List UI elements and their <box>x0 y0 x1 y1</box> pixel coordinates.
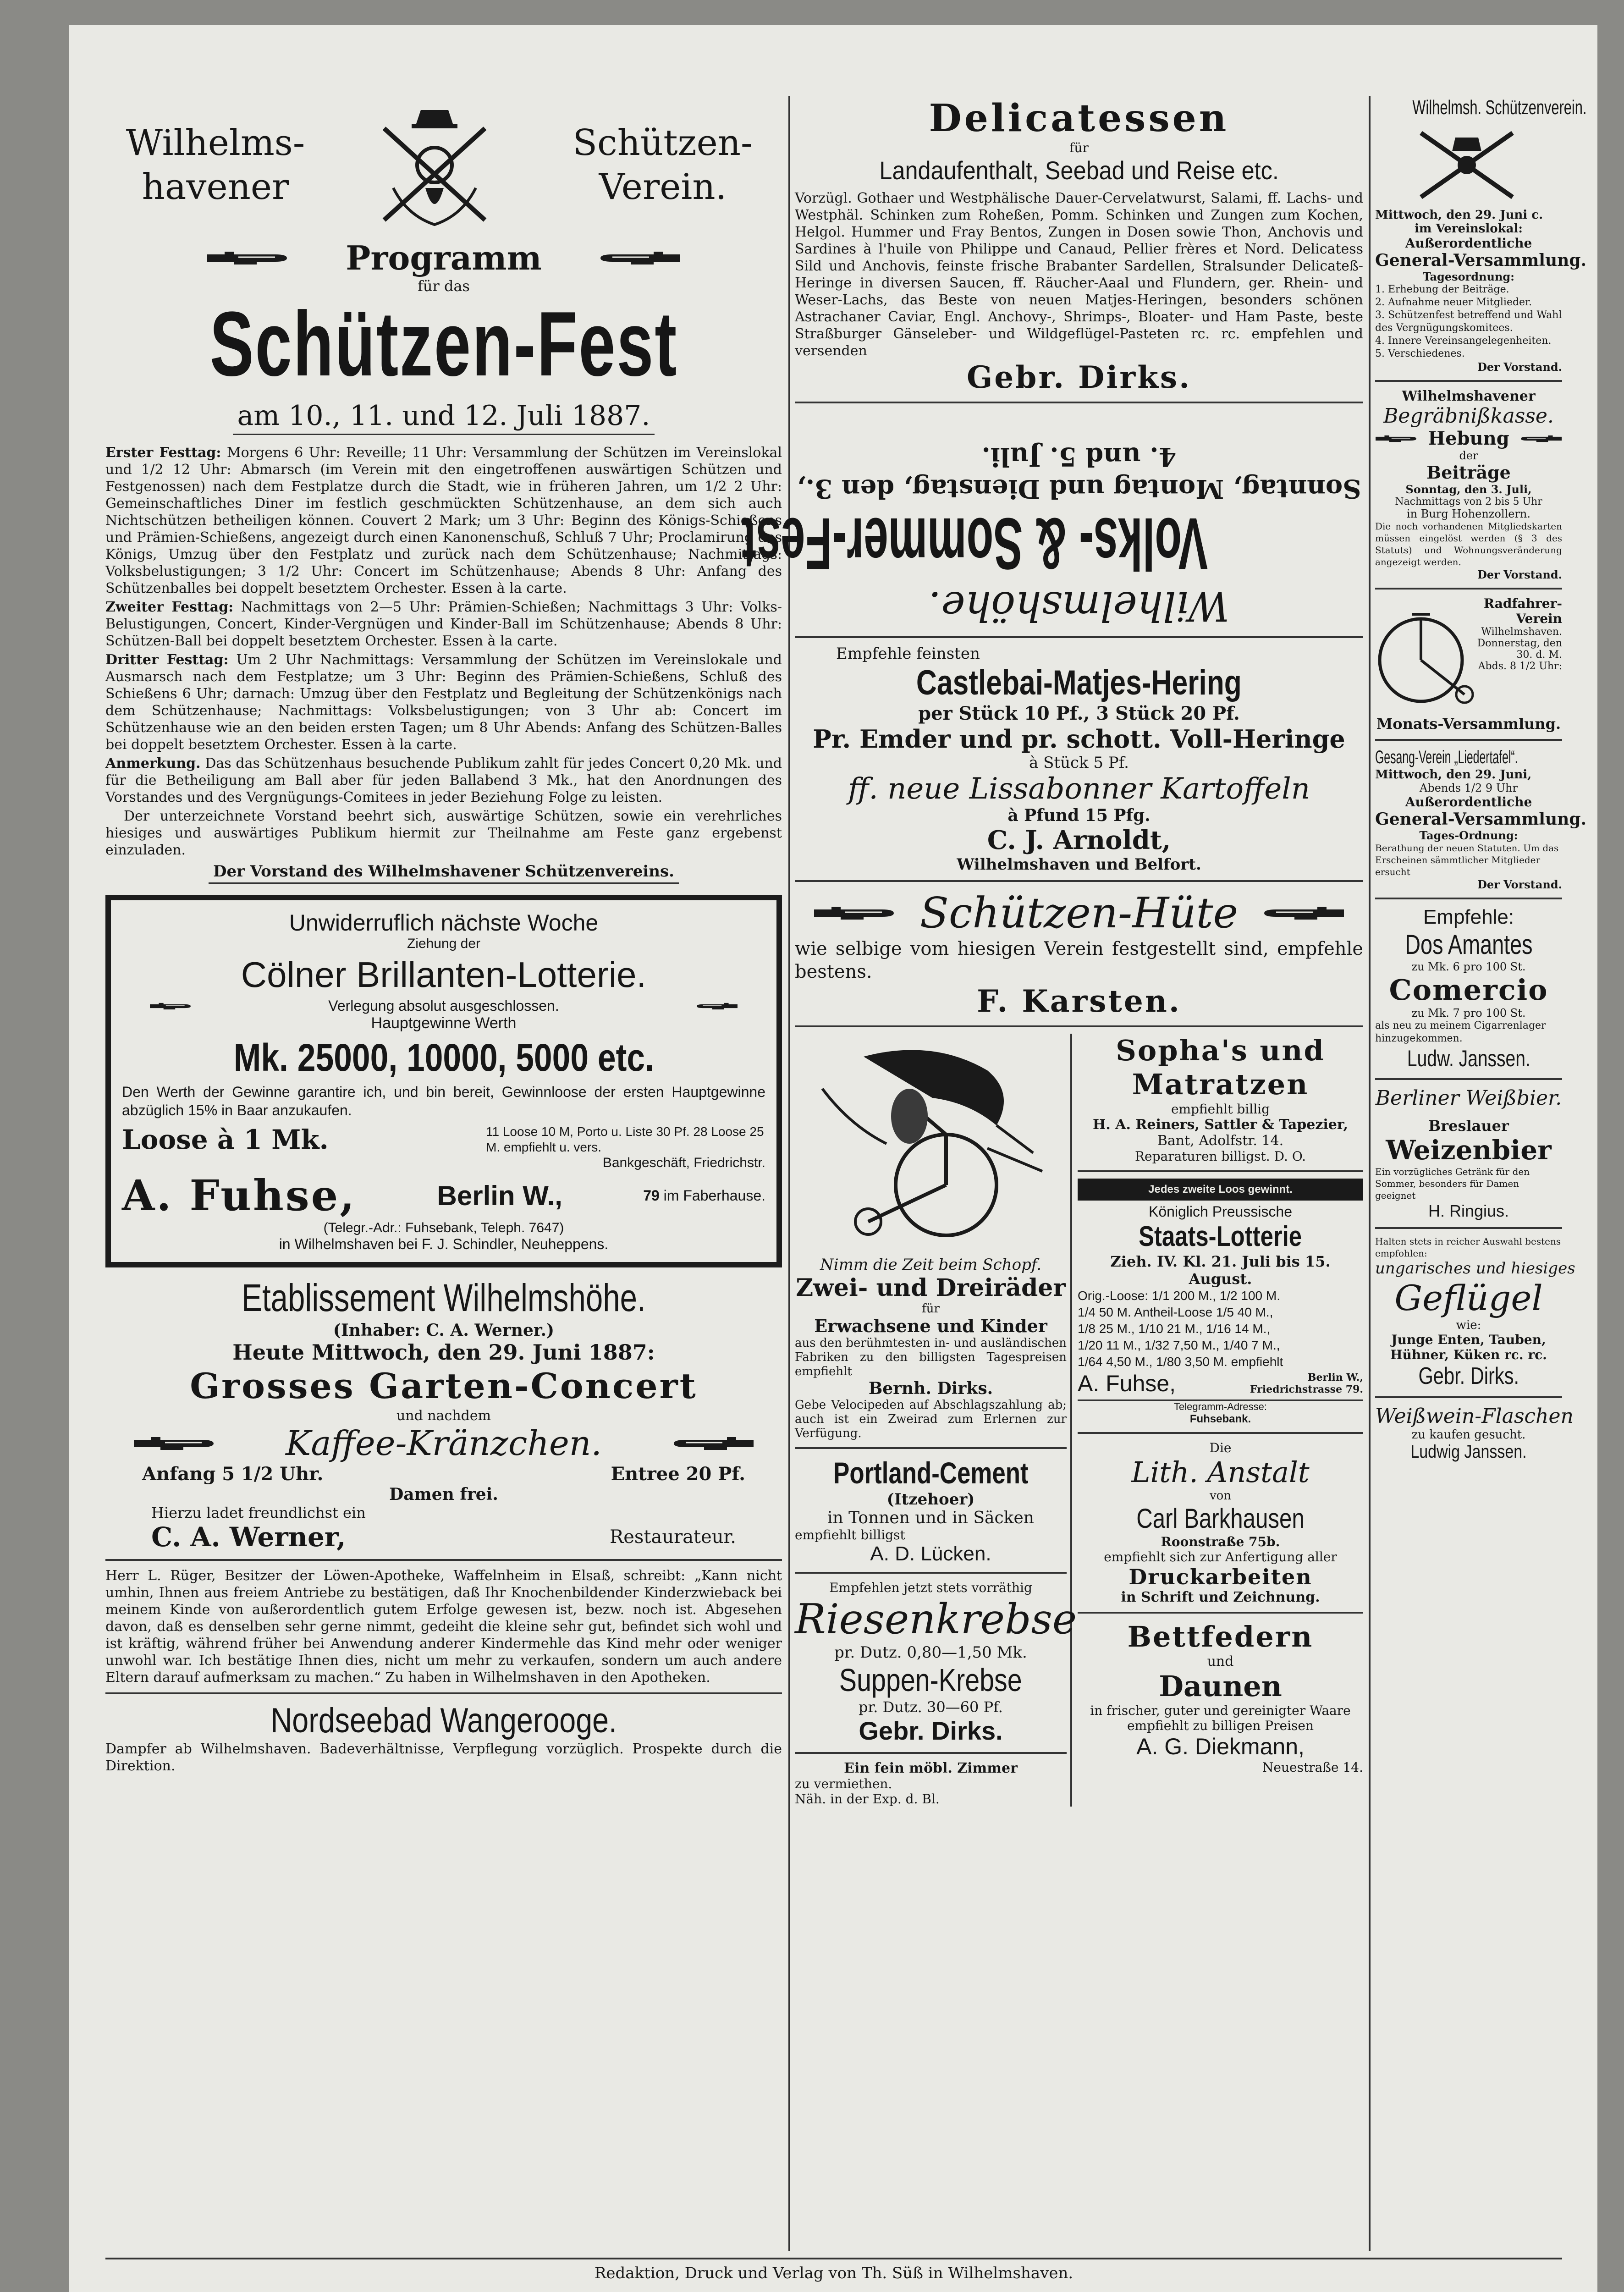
krebse-price2: pr. Dutz. 30—60 Pf. <box>859 1698 1003 1716</box>
cigarren-ad <box>1375 906 1562 1072</box>
begr-hebung: Hebung <box>1428 428 1509 449</box>
matjes-name: C. J. Arnoldt, <box>987 825 1171 855</box>
ver-lokal: im Vereinslokal: <box>1415 222 1523 236</box>
cig-name: Ludw. Janssen. <box>1407 1046 1530 1071</box>
weiss-title2: Weizenbier <box>1386 1135 1552 1166</box>
betten-name: A. G. Diekmann, <box>1136 1734 1305 1759</box>
fur-das: für das <box>418 277 470 295</box>
begr-nach: Nachmittags von 2 bis 5 Uhr <box>1395 496 1542 507</box>
deli-text: Vorzügl. Gothaer und Westphälische Dauer-Cervelatwurst, Salami, ff. Lachs- und Westphäl. Schinken zum Roheßen, Pomm. Schinken und Zungen zum Kochen, Helgol. Hummer und Fray Bentos, Zungen in Dosen sowie Thon, Anchovis und Sardines à l'huile von Philippe und Canaud, Pellier frères et Nord. Delicatess Sild und Anchovis, feinste frische Brabanter Sardellen, Stralsunder Delicateß-Heringe in diversen Saucen, ff. Räucher-Aaal und Flundern, ger. Rhein- und Weser-Lachs, das Beste von neuen Matjes-Heringen, besonders schönen Astrachaner Caviar, Engl. Anchovy-, Shrimps-, Bloater- und Ham Paste, beste Straßburger Gänseleber- und Wildgeflügel-Pasteten rc. rc. empfehlen und versenden <box>795 190 1363 359</box>
deli-signed: Gebr. Dirks. <box>966 359 1192 395</box>
radf-time: Abds. 8 1/2 Uhr: <box>1478 661 1562 672</box>
begr-der: der <box>1459 449 1478 462</box>
staats-line3: 1/8 25 M., 1/10 21 M., 1/16 14 M., <box>1078 1322 1271 1336</box>
lotterie-haupt: Hauptgewinne Werth <box>371 1014 517 1032</box>
day3-label: Dritter Festtag: <box>105 652 229 668</box>
lotterie-faberhaus: im Faberhause. <box>663 1187 765 1204</box>
schutzen-hute-ad <box>795 888 1363 1019</box>
gesang-title: Gesang-Verein „Liedertafel“. <box>1375 747 1518 767</box>
radf-title: Radfahrer-Verein <box>1483 596 1562 626</box>
gefl-title: Geflügel <box>1394 1278 1543 1318</box>
gesang-to: Tages-Ordnung: <box>1419 829 1518 842</box>
pointing-hand-right-icon <box>813 903 896 923</box>
etab-und: und nachdem <box>396 1408 491 1424</box>
radf-city: Wilhelmshaven. <box>1481 626 1562 638</box>
zimmer-title: Ein fein möbl. Zimmer <box>844 1760 1018 1776</box>
staats-line2: 1/4 50 M. Antheil-Loose 1/5 40 M., <box>1078 1305 1273 1319</box>
deli-sub: Landaufenthalt, Seebad und Reise etc. <box>879 156 1279 185</box>
lotterie-fuhse: A. Fuhse, <box>122 1171 357 1220</box>
column-middle <box>741 96 1363 2246</box>
deli-title: Delicatessen <box>929 96 1229 140</box>
deli-fur: für <box>1069 140 1089 155</box>
lotterie-text: Den Werth der Gewinne garantire ich, und bin bereit, Gewinnloose der ersten Hauptgewinne abzüglich 15% in Baar anzukaufen. <box>122 1084 765 1118</box>
gesang-date: Mittwoch, den 29. Juni, <box>1375 768 1532 782</box>
etab-resta: Restaurateur. <box>610 1526 736 1548</box>
ver-auss: Außerordentliche <box>1405 236 1532 251</box>
portland-text: in Tonnen und in Säcken <box>827 1509 1034 1527</box>
matjes-emder: Pr. Emder und pr. schott. Voll-Heringe <box>813 724 1345 754</box>
lotterie-verlegung: Verlegung absolut ausgeschlossen. <box>328 997 559 1014</box>
ver-item-5: 5. Verschiedenes. <box>1375 348 1465 359</box>
ver-item-2: 2. Aufnahme neuer Mitglieder. <box>1375 297 1532 308</box>
ver-item-4: 4. Innere Vereinsangelegenheiten. <box>1375 335 1552 347</box>
etab-werner: C. A. Werner, <box>151 1521 346 1553</box>
lotterie-telegr: (Telegr.-Adr.: Fuhsebank, Teleph. 7647) <box>323 1220 564 1235</box>
krebse-title: Riesenkrebse <box>795 1595 1077 1643</box>
krebse-emp: Empfehlen jetzt stets vorräthig <box>829 1580 1032 1595</box>
gesang-gv: General-Versammlung. <box>1375 810 1587 829</box>
betten-title2: Daunen <box>1159 1669 1282 1703</box>
staats-ziehung: Zieh. IV. Kl. 21. Juli bis 15. August. <box>1110 1253 1331 1288</box>
matjes-ad <box>795 645 1363 874</box>
pointing-hand-right-icon <box>206 248 289 268</box>
etablissement-ad <box>105 1275 782 1553</box>
gesangverein-ad <box>1375 747 1587 891</box>
gesang-signed: Der Vorstand. <box>1477 878 1562 891</box>
flaschen-ad <box>1375 1405 1574 1462</box>
pointing-hand-left-icon <box>672 1433 754 1454</box>
hute-text: wie selbige vom hiesigen Verein festgestellt sind, empfehle bestens. <box>795 938 1363 982</box>
etab-anfang: Anfang 5 1/2 Uhr. <box>142 1463 324 1485</box>
portland-sub: (Itzehoer) <box>886 1490 975 1509</box>
krebse-name: Gebr. Dirks. <box>859 1716 1003 1745</box>
etab-hierzu: Hierzu ladet freundlichst ein <box>151 1504 366 1521</box>
begr-beitrage: Beiträge <box>1426 462 1511 483</box>
lotterie-schindler: in Wilhelmshaven bei F. J. Schindler, Neuheppens. <box>279 1236 609 1252</box>
cig-price1: zu Mk. 6 pro 100 St. <box>1411 960 1526 973</box>
staats-name: A. Fuhse, <box>1078 1371 1176 1396</box>
ruger-testimonial <box>105 1567 782 1686</box>
lith-text: empfiehlt sich zur Anfertigung aller <box>1104 1549 1337 1565</box>
cig-title1: Dos Amantes <box>1404 929 1533 960</box>
volks-title: Volks- & Sommer-Fest <box>741 503 1208 585</box>
rad-sub: Erwachsene und Kinder <box>814 1316 1047 1336</box>
day3-text: Um 2 Uhr Nachmittags: Versammlung der Schützen im Vereinslokale und Ausmarsch nach dem Festplatze; um 3 Uhr: Beginn des Prämien-Schießens, Schluß des Schießens 6 Uhr; darnach: Umzug über den Festplatz und Begleitung der Schützenkönigs nach dem Schützenhause; Nachmittags: Volksbelustigungen; von 3 Uhr ab: Concert im Schützenhause wie an den beiden ersten Tagen; um 8 Uhr Abends: Anfang des Schützen-Balles bei doppelt besetztem Orchester. Essen à la carte. <box>105 652 782 753</box>
staats-orig: Orig.-Loose: 1/1 200 M., 1/2 100 M. <box>1078 1289 1281 1303</box>
sopha-addr: Bant, Adolfstr. 14. <box>1157 1133 1284 1149</box>
lotterie-bank: Bankgeschäft, Friedrichstr. <box>602 1155 765 1170</box>
schutzen-signature: Der Vorstand des Wilhelmshavener Schützenvereins. <box>209 862 679 884</box>
fest-title: Schützen-Fest <box>209 293 678 395</box>
hute-name: F. Karsten. <box>977 983 1181 1019</box>
staats-k: Königlich Preussische <box>1148 1203 1293 1220</box>
begr-sonntag: Sonntag, den 3. Juli, <box>1405 483 1532 496</box>
rad-title: Zwei- und Dreiräder <box>796 1274 1066 1302</box>
gefl-name: Gebr. Dirks. <box>1418 1363 1519 1389</box>
note-invitation: Der unterzeichnete Vorstand beehrt sich, auswärtige Schützen, sowie ein verehrliches hiesiges und auswärtiges Publikum hiermit zur Theilnahme am Feste ganz ergebenst einzuladen. <box>105 808 782 858</box>
column-rule <box>1369 96 1371 2251</box>
cig-text: als neu zu meinem Cigarrenlager hinzugekommen. <box>1375 1020 1546 1044</box>
pointing-hand-left-icon <box>1520 431 1562 446</box>
portland-emp: empfiehlt billigst <box>795 1527 905 1543</box>
betten-text: in frischer, guter und gereinigter Waare <box>1090 1703 1351 1718</box>
title-right-2: Verein. <box>599 166 727 208</box>
matjes-price: per Stück 10 Pf., 3 Stück 20 Pf. <box>918 703 1240 724</box>
volks-dates: Sonntag, Montag und Dienstag, den 3., 4. und 5. Juli. <box>797 441 1361 504</box>
begr-name: Wilhelmshavener <box>1402 388 1536 404</box>
gefl-text: Halten stets in reicher Auswahl bestens empfohlen: <box>1375 1236 1561 1259</box>
lith-die: Die <box>1209 1440 1232 1455</box>
begr-title: Begräbnißkasse. <box>1383 404 1554 428</box>
lotterie-line2: Ziehung der <box>407 936 481 951</box>
delicatessen-ad <box>795 96 1363 395</box>
cig-emp: Empfehle: <box>1423 906 1514 928</box>
weiss-text: Ein vorzügliches Getränk für den Sommer, besonders für Damen geeignet <box>1375 1166 1530 1201</box>
flaschen-title: Weißwein-Flaschen <box>1375 1405 1574 1428</box>
column-rule <box>788 96 790 2251</box>
portland-title: Portland-Cement <box>833 1456 1029 1490</box>
crossed-rifles-emblem-icon <box>366 96 503 234</box>
gesang-text: Berathung der neuen Statuten. Um das Erscheinen sämmtlicher Mitglieder ersucht <box>1375 843 1559 877</box>
staats-tel2: Fuhsebank. <box>1189 1413 1251 1425</box>
lotterie-berlin: Berlin W., <box>437 1180 562 1211</box>
lotterie-ad <box>105 895 782 1267</box>
day1-text: Morgens 6 Uhr: Reveille; 11 Uhr: Versammlung der Schützen im Vereinslokal und 1/2 12 Uhr: Abmarsch (im Verein mit den eingetroffenen auswärtigen Schützen und Festgenossen) nach dem Festplatze durch die Stadt, wie in früheren Jahren, um 1/2 2 Uhr: Gemeinschaftliches Diner im festlich geschmückten Schützenhause, an dem sich auch Nichtschützen betheiligen können. Couvert 2 Mark; um 3 Uhr: Beginn des Königs-Schießens und Prämien-Schießens, angezeigt durch einen Kanonenschuß, Schluß 7 Uhr; Proclamirung des Königs, Umzug über den Festplatz und zurück nach dem Schützenhause; Nachmittags: Volksbelustigungen; 3 1/2 Uhr: Concert im Schützenhause; Abends 8 Uhr: Anfang des Schützenballes bei doppelt besetztem Orchester. Essen à la carte. <box>105 445 782 596</box>
gesang-auss: Außerordentliche <box>1405 794 1532 810</box>
matjes-title: Castlebai-Matjes-Hering <box>916 663 1242 702</box>
sub-column-left <box>795 1034 1077 1807</box>
lotterie-line1: Unwiderruflich nächste Woche <box>289 910 599 936</box>
betten-title: Bettfedern <box>1127 1620 1314 1653</box>
ver-item-3: 3. Schützenfest betreffend und Wahl des Vergnügungskomitees. <box>1375 309 1562 334</box>
ver-item-1: 1. Erhebung der Beiträge. <box>1375 284 1509 295</box>
etab-inhaber: (Inhaber: C. A. Werner.) <box>333 1321 555 1340</box>
rad-text2: Gebe Velocipeden auf Abschlagszahlung ab; auch ist ein Zweirad zum Erlernen zur Verfügung. <box>795 1398 1067 1440</box>
lotterie-loose-detail: 11 Loose 10 M, Porto u. Liste 30 Pf. 28 Loose 25 M. empfiehlt u. vers. <box>486 1124 764 1154</box>
volksfest-ad-upside-down <box>741 410 1363 630</box>
crossed-rifles-icon <box>1375 119 1558 206</box>
day2-label: Zweiter Festtag: <box>105 599 234 615</box>
lith-title: Lith. Anstalt <box>1131 1455 1310 1489</box>
pointing-hand-right-icon <box>1375 431 1417 446</box>
begr-signed: Der Vorstand. <box>1477 568 1562 581</box>
gefl-wie: wie: <box>1456 1318 1481 1332</box>
krebse-price: pr. Dutz. 0,80—1,50 Mk. <box>834 1643 1027 1662</box>
title-right-1: Schützen- <box>573 122 753 164</box>
matjes-city: Wilhelmshaven und Belfort. <box>957 855 1201 874</box>
weiss-name: H. Ringius. <box>1428 1201 1509 1220</box>
begr-burg: in Burg Hohenzollern. <box>1406 507 1531 520</box>
etab-concert: Grosses Garten-Concert <box>190 1366 698 1406</box>
staats-addr2: Friedrichstrasse 79. <box>1250 1383 1363 1395</box>
sopha-rep: Reparaturen billigst. D. O. <box>1134 1149 1306 1164</box>
high-wheel-bicycle-icon <box>1375 596 1476 715</box>
sub-column-right <box>1072 1034 1363 1807</box>
lotterie-loose: Loose à 1 Mk. <box>122 1124 329 1155</box>
schutzenverein-meeting <box>1375 96 1587 374</box>
gefl-sub: ungarisches und hiesiges <box>1375 1259 1575 1278</box>
note-label: Anmerkung. <box>105 755 201 771</box>
hute-title: Schützen-Hüte <box>919 888 1239 937</box>
ruger-text: Herr L. Rüger, Besitzer der Löwen-Apotheke, Waffelnheim in Elsaß, schreibt: „Kann nicht umhin, Ihnen aus freiem Antriebe zu bestätigen, daß Ihr Knochenbildender Kinderzwieback bei meinem Kinde von außerordentlich gutem Erfolge gewesen ist, bezw. noch ist. Abgesehen davon, daß es denselben sehr gerne nimmt, gedeiht die kleine sehr gut, befindet sich wohl und ist kräftig, während früher bei Anwendung anderer Kindermehle das Kind mehr oder weniger unwohl war. Ich bestätige Ihnen dies, nicht um mehr zu verkaufen, sondern um auch andere Eltern darauf aufmerksam zu machen.“ Zu haben in Wilhelmshaven in den Apotheken. <box>105 1568 782 1686</box>
ver-gv: General-Versammlung. <box>1375 251 1587 270</box>
matjes-kart: ff. neue Lissabonner Kartoffeln <box>848 772 1310 806</box>
ver-title: Wilhelmsh. Schützenverein. <box>1412 96 1587 119</box>
pointing-hand-left-icon <box>1262 903 1345 923</box>
zimmer-text: zu vermiethen. <box>795 1776 892 1791</box>
flaschen-name: Ludwig Janssen. <box>1410 1442 1527 1462</box>
lith-von: von <box>1209 1489 1232 1503</box>
etab-damen: Damen frei. <box>389 1485 498 1504</box>
etab-entree: Entree 20 Pf. <box>611 1463 745 1485</box>
begr-text: Die noch vorhandenen Mitgliedskarten müssen eingelöst werden (§ 3 des Statuts) und Wohnungsveränderung angezeigt werden. <box>1375 521 1562 567</box>
title-left-1: Wilhelms- <box>126 122 305 164</box>
weiss-title: Berliner Weißbier. <box>1375 1086 1562 1110</box>
column-left <box>105 96 782 2246</box>
zimmer-text2: Näh. in der Exp. d. Bl. <box>795 1791 940 1807</box>
pointing-hand-right-icon <box>133 1433 215 1454</box>
day2-text: Nachmittags von 2—5 Uhr: Prämien-Schießen; Nachmittags 3 Uhr: Volks-Belustigungen, Concert, Kinder-Vergnügen und Kinder-Ball im Schützenhause; Abends 8 Uhr: Schützen-Ball bei doppelt besetztem Orchester. Essen à la carte. <box>105 599 782 649</box>
rad-fur: für <box>922 1302 940 1316</box>
gesang-time: Abends 1/2 9 Uhr <box>1420 782 1518 794</box>
sopha-emp: empfiehlt billig <box>1171 1102 1270 1117</box>
sopha-name: H. A. Reiners, Sattler & Tapezier, <box>1093 1117 1348 1133</box>
ver-to: Tagesordnung: <box>1422 270 1515 283</box>
matjes-price3: à Pfund 15 Pfg. <box>1007 806 1151 825</box>
matjes-emp: Empfehle feinsten <box>836 645 980 663</box>
pointing-hand-left-icon <box>696 999 738 1014</box>
lith-name: Carl Barkhausen <box>1136 1503 1305 1534</box>
schutzen-fest-ad <box>105 96 782 884</box>
lith-addr: Roonstraße 75b. <box>1161 1534 1280 1549</box>
staats-line5: 1/64 4,50 M., 1/80 3,50 M. empfiehlt <box>1078 1355 1283 1369</box>
day1-label: Erster Festtag: <box>105 445 221 461</box>
staats-tel1: Telegramm-Adresse: <box>1078 1399 1363 1413</box>
ver-date: Mittwoch, den 29. Juni c. <box>1375 208 1543 222</box>
radfahrer-ad <box>1375 596 1562 715</box>
lotterie-amounts: Mk. 25000, 10000, 5000 etc. <box>233 1036 654 1079</box>
note-text: Das das Schützenhaus besuchende Publikum zahlt für jedes Concert 0,20 Mk. und für die Betheiligung am Ball aber für jeden Ballabend 3 Mk., hat den Anordnungen des Vorstandes und des Vergnügungs-Comitees in jeder Beziehung Folge zu leisten. <box>105 755 782 805</box>
lith-druck: Druckarbeiten <box>1129 1565 1312 1589</box>
betten-addr: Neuestraße 14. <box>1262 1760 1363 1775</box>
pointing-hand-left-icon <box>599 248 681 268</box>
radf-date: Donnerstag, den 30. d. M. <box>1477 638 1562 661</box>
weissbier-ad <box>1375 1086 1562 1221</box>
radf-mv: Monats-Versammlung. <box>1376 715 1561 733</box>
rad-caption: Nimm die Zeit beim Schopf. <box>820 1256 1042 1274</box>
matjes-price2: à Stück 5 Pf. <box>1029 754 1129 772</box>
staats-title: Staats-Lotterie <box>1139 1221 1302 1252</box>
pointing-hand-right-icon <box>149 999 192 1014</box>
volks-place: Wilhelmshöhe. <box>928 583 1230 630</box>
flaschen-text: zu kaufen gesucht. <box>1411 1428 1526 1442</box>
rad-text: aus den berühmtesten in- und ausländischen Fabriken zu den billigsten Tagespreisen empfiehlt <box>795 1336 1067 1378</box>
ver-signed: Der Vorstand. <box>1477 360 1562 374</box>
etab-title: Etablissement Wilhelmshöhe. <box>242 1276 646 1319</box>
etab-kaffee: Kaffee-Kränzchen. <box>286 1424 602 1463</box>
velocipede-rider-illustration-icon <box>795 1034 1065 1254</box>
sopha-title: Sopha's und Matratzen <box>1116 1034 1325 1101</box>
weiss-sub: Breslauer <box>1428 1117 1509 1135</box>
betten-emp: empfiehlt zu billigen Preisen <box>1127 1718 1314 1733</box>
staats-addr1: Berlin W., <box>1307 1372 1363 1383</box>
column-right <box>1375 96 1587 2246</box>
page-content <box>105 96 1587 2292</box>
gefl-items: Junge Enten, Tauben, Hühner, Küken rc. rc. <box>1390 1332 1547 1362</box>
begrabniskasse-ad <box>1375 388 1562 581</box>
portland-name: A. D. Lücken. <box>870 1543 991 1565</box>
wangerooge-text: Dampfer ab Wilhelmshaven. Badeverhältnisse, Verpflegung vorzüglich. Prospekte durch die Direktion. <box>105 1741 782 1774</box>
cig-price2: zu Mk. 7 pro 100 St. <box>1411 1007 1526 1019</box>
staats-line4: 1/20 11 M., 1/32 7,50 M., 1/40 7 M., <box>1078 1338 1280 1352</box>
programm-heading: Programm <box>346 238 542 277</box>
etab-heute: Heute Mittwoch, den 29. Juni 1887: <box>232 1340 655 1365</box>
krebse-title2: Suppen-Krebse <box>839 1662 1022 1698</box>
geflugel-ad <box>1375 1235 1575 1390</box>
footer-imprint: Redaktion, Druck und Verlag von Th. Süß in Wilhelmshaven. <box>105 2258 1562 2282</box>
cig-title2: Comercio <box>1389 973 1548 1007</box>
wangerooge-title: Nordseebad Wangerooge. <box>270 1701 617 1740</box>
wangerooge-ad <box>105 1701 782 1774</box>
rad-name: Bernh. Dirks. <box>868 1379 993 1398</box>
title-left-2: havener <box>142 166 289 208</box>
staats-banner: Jedes zweite Loos gewinnt. <box>1078 1179 1363 1201</box>
lotterie-title: Cölner Brillanten-Lotterie. <box>241 954 647 995</box>
lith-text2: in Schrift und Zeichnung. <box>1121 1589 1320 1605</box>
fest-dates: am 10., 11. und 12. Juli 1887. <box>233 400 655 435</box>
lotterie-num: 79 <box>643 1187 660 1204</box>
betten-und: und <box>1207 1653 1234 1669</box>
